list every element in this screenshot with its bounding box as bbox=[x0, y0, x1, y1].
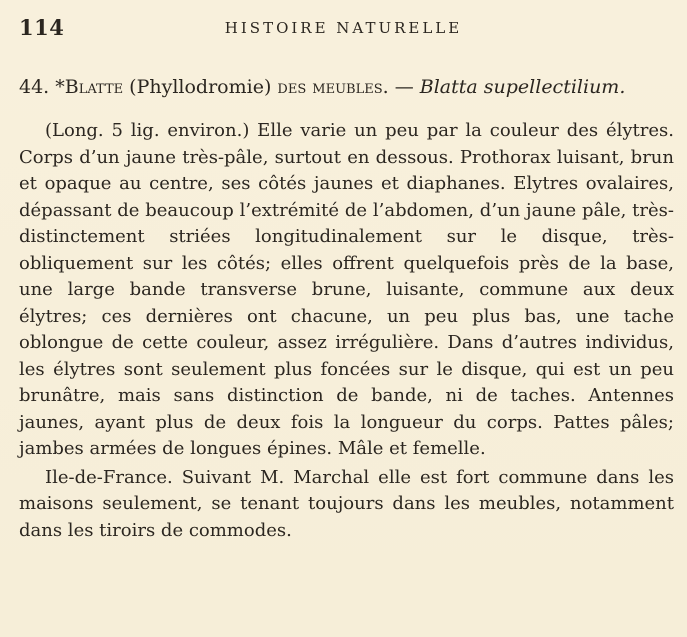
genus-name: (Phyllodromie) bbox=[129, 76, 272, 98]
entry-number: 44. bbox=[19, 76, 50, 98]
species-entry-title bbox=[19, 76, 674, 98]
page-number: 114 bbox=[19, 15, 65, 40]
running-title: HISTOIRE NATURELLE bbox=[224, 19, 463, 37]
entry-body bbox=[19, 118, 674, 544]
latin-name: Blatta supellectilium. bbox=[419, 76, 626, 98]
running-head bbox=[19, 15, 668, 43]
common-name-suffix: des meubles. bbox=[277, 76, 389, 98]
common-name: *Blatte bbox=[55, 76, 124, 98]
habitat-paragraph: Ile-de-France. Suivant M. Marchal elle est fort commune dans les maisons seulement, se tenant toujours dans les meubles, notamment dans les tiroirs de commodes. bbox=[19, 466, 674, 541]
title-dash: — bbox=[394, 76, 414, 98]
description-paragraph: (Long. 5 lig. environ.) Elle varie un peu par la couleur des élytres. Corps d’un jaune très-pâle, surtout en dessous. Prothorax luisant, brun et opaque au centre, ses côtés jaunes et diaphanes. Elytres ovalaires, dépassant de beaucoup l’extrémité de l’abdomen, d’un jaune pâle, très-distinctement striées longitudinalement sur le disque, très-obliquement sur les côtés; elles offrent quelquefois près de la base, une large bande transverse brune, luisante, commune aux deux élytres; ces dernières ont chacune, un peu plus bas, une tache oblongue de cette couleur, assez irrégulière. Dans d’autres individus, les élytres sont seulement plus foncées sur le disque, qui est un peu brunâtre, mais sans distinction de bande, ni de taches. Antennes jaunes, ayant plus de deux fois la longueur du corps. Pattes pâles; jambes armées de longues épines. Mâle et femelle. bbox=[19, 120, 674, 459]
